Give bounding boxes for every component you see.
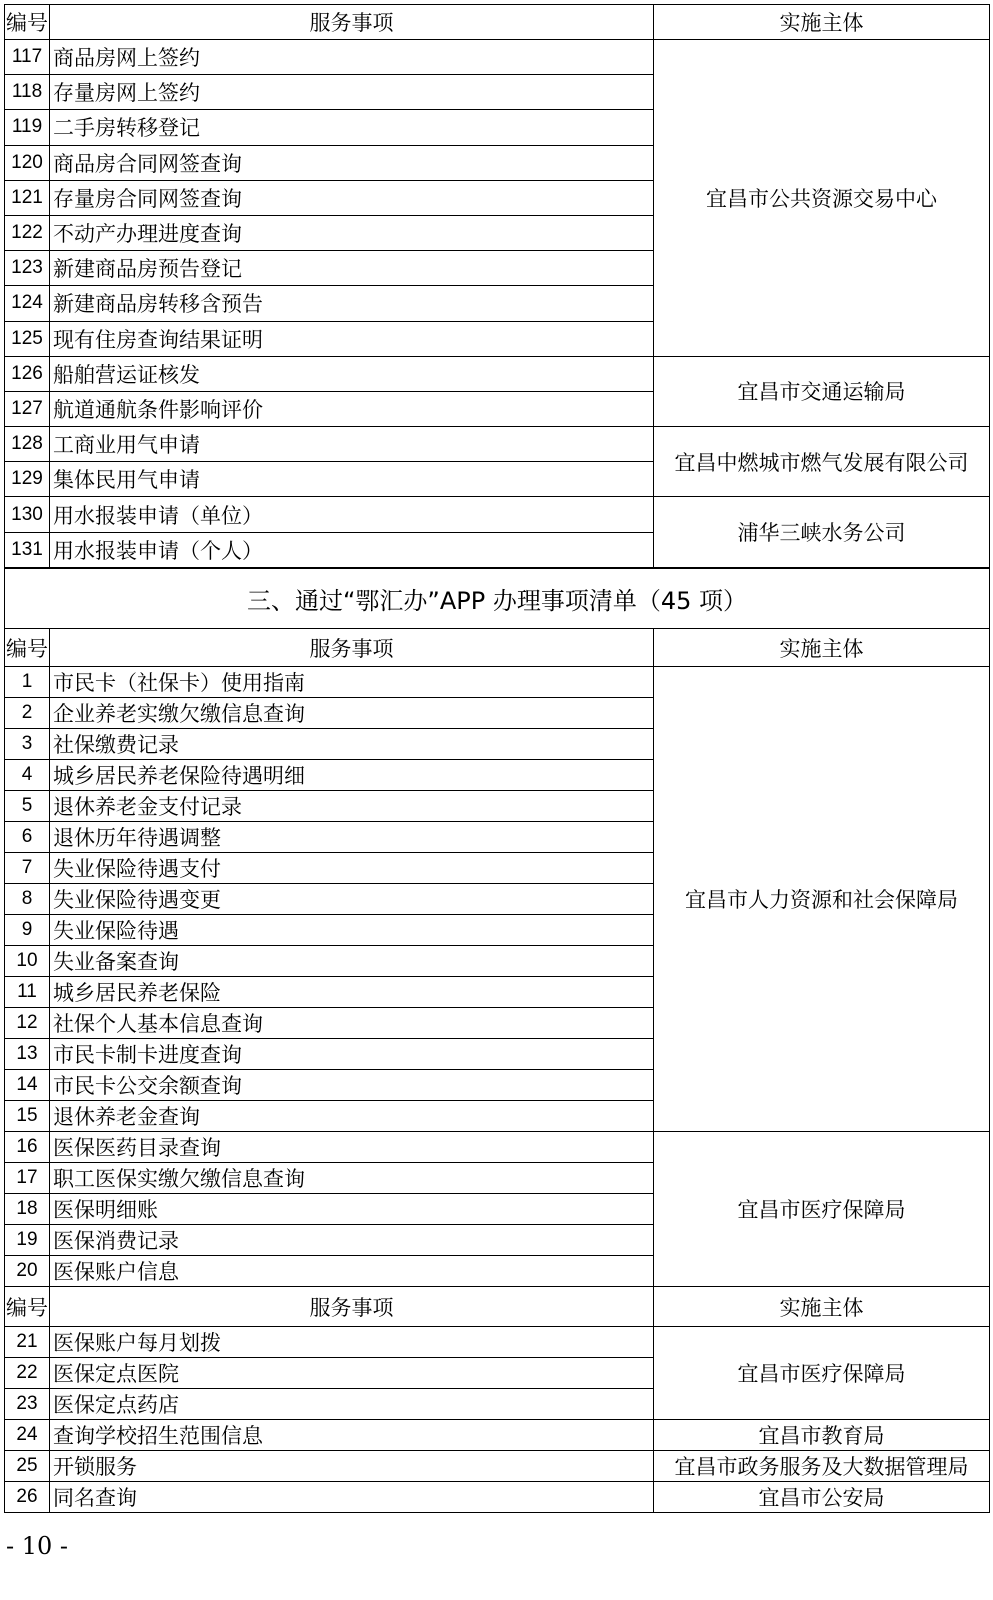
row-num: 5	[5, 791, 50, 822]
org-cell: 宜昌市公共资源交易中心	[654, 40, 990, 357]
row-num: 21	[5, 1327, 50, 1358]
row-service: 存量房合同网签查询	[50, 180, 654, 215]
header-num: 编号	[5, 629, 50, 667]
row-service: 失业保险待遇变更	[50, 884, 654, 915]
row-service: 市民卡（社保卡）使用指南	[50, 667, 654, 698]
row-num: 20	[5, 1256, 50, 1287]
table-row	[5, 427, 990, 462]
row-num: 118	[5, 75, 50, 110]
row-num: 127	[5, 391, 50, 426]
header-num: 编号	[5, 1287, 50, 1327]
row-num: 130	[5, 497, 50, 532]
row-service: 现有住房查询结果证明	[50, 321, 654, 356]
row-service: 查询学校招生范围信息	[50, 1420, 654, 1451]
table-row	[5, 1420, 990, 1451]
row-num: 15	[5, 1101, 50, 1132]
row-num: 13	[5, 1039, 50, 1070]
org-cell: 宜昌市教育局	[654, 1420, 990, 1451]
header-service: 服务事项	[50, 629, 654, 667]
row-service: 不动产办理进度查询	[50, 215, 654, 250]
row-num: 17	[5, 1163, 50, 1194]
row-service: 医保定点医院	[50, 1358, 654, 1389]
row-num: 124	[5, 286, 50, 321]
row-service: 退休养老金支付记录	[50, 791, 654, 822]
header-org: 实施主体	[654, 1287, 990, 1327]
row-num: 26	[5, 1482, 50, 1513]
row-service: 社保缴费记录	[50, 729, 654, 760]
row-num: 25	[5, 1451, 50, 1482]
row-num: 123	[5, 251, 50, 286]
row-service: 失业备案查询	[50, 946, 654, 977]
row-num: 14	[5, 1070, 50, 1101]
section-title-row	[5, 569, 990, 629]
row-num: 120	[5, 145, 50, 180]
row-num: 24	[5, 1420, 50, 1451]
row-num: 10	[5, 946, 50, 977]
row-service: 医保账户每月划拨	[50, 1327, 654, 1358]
table-header	[5, 5, 990, 40]
row-service: 用水报装申请（单位）	[50, 497, 654, 532]
row-service: 用水报装申请（个人）	[50, 532, 654, 567]
row-service: 企业养老实缴欠缴信息查询	[50, 698, 654, 729]
table-row	[5, 356, 990, 391]
row-num: 121	[5, 180, 50, 215]
org-cell: 宜昌市人力资源和社会保障局	[654, 667, 990, 1132]
table-part2	[4, 568, 990, 1513]
row-service: 新建商品房转移含预告	[50, 286, 654, 321]
row-service: 退休养老金查询	[50, 1101, 654, 1132]
row-num: 2	[5, 698, 50, 729]
row-service: 商品房合同网签查询	[50, 145, 654, 180]
row-num: 1	[5, 667, 50, 698]
table-row	[5, 1327, 990, 1358]
row-service: 市民卡制卡进度查询	[50, 1039, 654, 1070]
org-cell: 宜昌市医疗保障局	[654, 1132, 990, 1287]
org-cell: 浦华三峡水务公司	[654, 497, 990, 567]
org-cell: 宜昌市交通运输局	[654, 356, 990, 426]
row-num: 126	[5, 356, 50, 391]
row-service: 工商业用气申请	[50, 427, 654, 462]
row-num: 3	[5, 729, 50, 760]
table-header-repeat	[5, 1287, 990, 1327]
row-num: 128	[5, 427, 50, 462]
table-row	[5, 1482, 990, 1513]
row-service: 城乡居民养老保险	[50, 977, 654, 1008]
row-service: 城乡居民养老保险待遇明细	[50, 760, 654, 791]
row-num: 18	[5, 1194, 50, 1225]
header-org: 实施主体	[654, 629, 990, 667]
table-row	[5, 1132, 990, 1163]
table-row	[5, 1451, 990, 1482]
row-service: 船舶营运证核发	[50, 356, 654, 391]
row-service: 社保个人基本信息查询	[50, 1008, 654, 1039]
row-num: 16	[5, 1132, 50, 1163]
row-service: 新建商品房预告登记	[50, 251, 654, 286]
row-service: 集体民用气申请	[50, 462, 654, 497]
row-num: 129	[5, 462, 50, 497]
row-service: 退休历年待遇调整	[50, 822, 654, 853]
row-num: 131	[5, 532, 50, 567]
row-num: 19	[5, 1225, 50, 1256]
row-service: 航道通航条件影响评价	[50, 391, 654, 426]
row-num: 11	[5, 977, 50, 1008]
row-service: 医保定点药店	[50, 1389, 654, 1420]
row-service: 存量房网上签约	[50, 75, 654, 110]
table-header	[5, 629, 990, 667]
page-number: - 10 -	[6, 1532, 69, 1560]
org-cell: 宜昌市公安局	[654, 1482, 990, 1513]
table-row	[5, 497, 990, 532]
row-num: 7	[5, 853, 50, 884]
org-cell: 宜昌中燃城市燃气发展有限公司	[654, 427, 990, 497]
header-service: 服务事项	[50, 5, 654, 40]
table-row	[5, 40, 990, 75]
row-num: 6	[5, 822, 50, 853]
row-service: 失业保险待遇支付	[50, 853, 654, 884]
row-num: 23	[5, 1389, 50, 1420]
table-part1	[4, 4, 990, 568]
row-service: 同名查询	[50, 1482, 654, 1513]
row-service: 职工医保实缴欠缴信息查询	[50, 1163, 654, 1194]
row-num: 119	[5, 110, 50, 145]
header-org: 实施主体	[654, 5, 990, 40]
row-service: 商品房网上签约	[50, 40, 654, 75]
row-service: 失业保险待遇	[50, 915, 654, 946]
header-service: 服务事项	[50, 1287, 654, 1327]
section-title: 三、通过“鄂汇办”APP 办理事项清单（45 项）	[5, 569, 990, 629]
header-num: 编号	[5, 5, 50, 40]
row-num: 4	[5, 760, 50, 791]
row-num: 8	[5, 884, 50, 915]
row-num: 117	[5, 40, 50, 75]
row-num: 122	[5, 215, 50, 250]
org-cell: 宜昌市政务服务及大数据管理局	[654, 1451, 990, 1482]
row-num: 22	[5, 1358, 50, 1389]
row-num: 125	[5, 321, 50, 356]
row-service: 医保消费记录	[50, 1225, 654, 1256]
row-service: 市民卡公交余额查询	[50, 1070, 654, 1101]
row-num: 9	[5, 915, 50, 946]
row-service: 医保医药目录查询	[50, 1132, 654, 1163]
table-row	[5, 667, 990, 698]
row-service: 医保账户信息	[50, 1256, 654, 1287]
org-cell: 宜昌市医疗保障局	[654, 1327, 990, 1420]
row-service: 二手房转移登记	[50, 110, 654, 145]
row-service: 医保明细账	[50, 1194, 654, 1225]
row-num: 12	[5, 1008, 50, 1039]
row-service: 开锁服务	[50, 1451, 654, 1482]
